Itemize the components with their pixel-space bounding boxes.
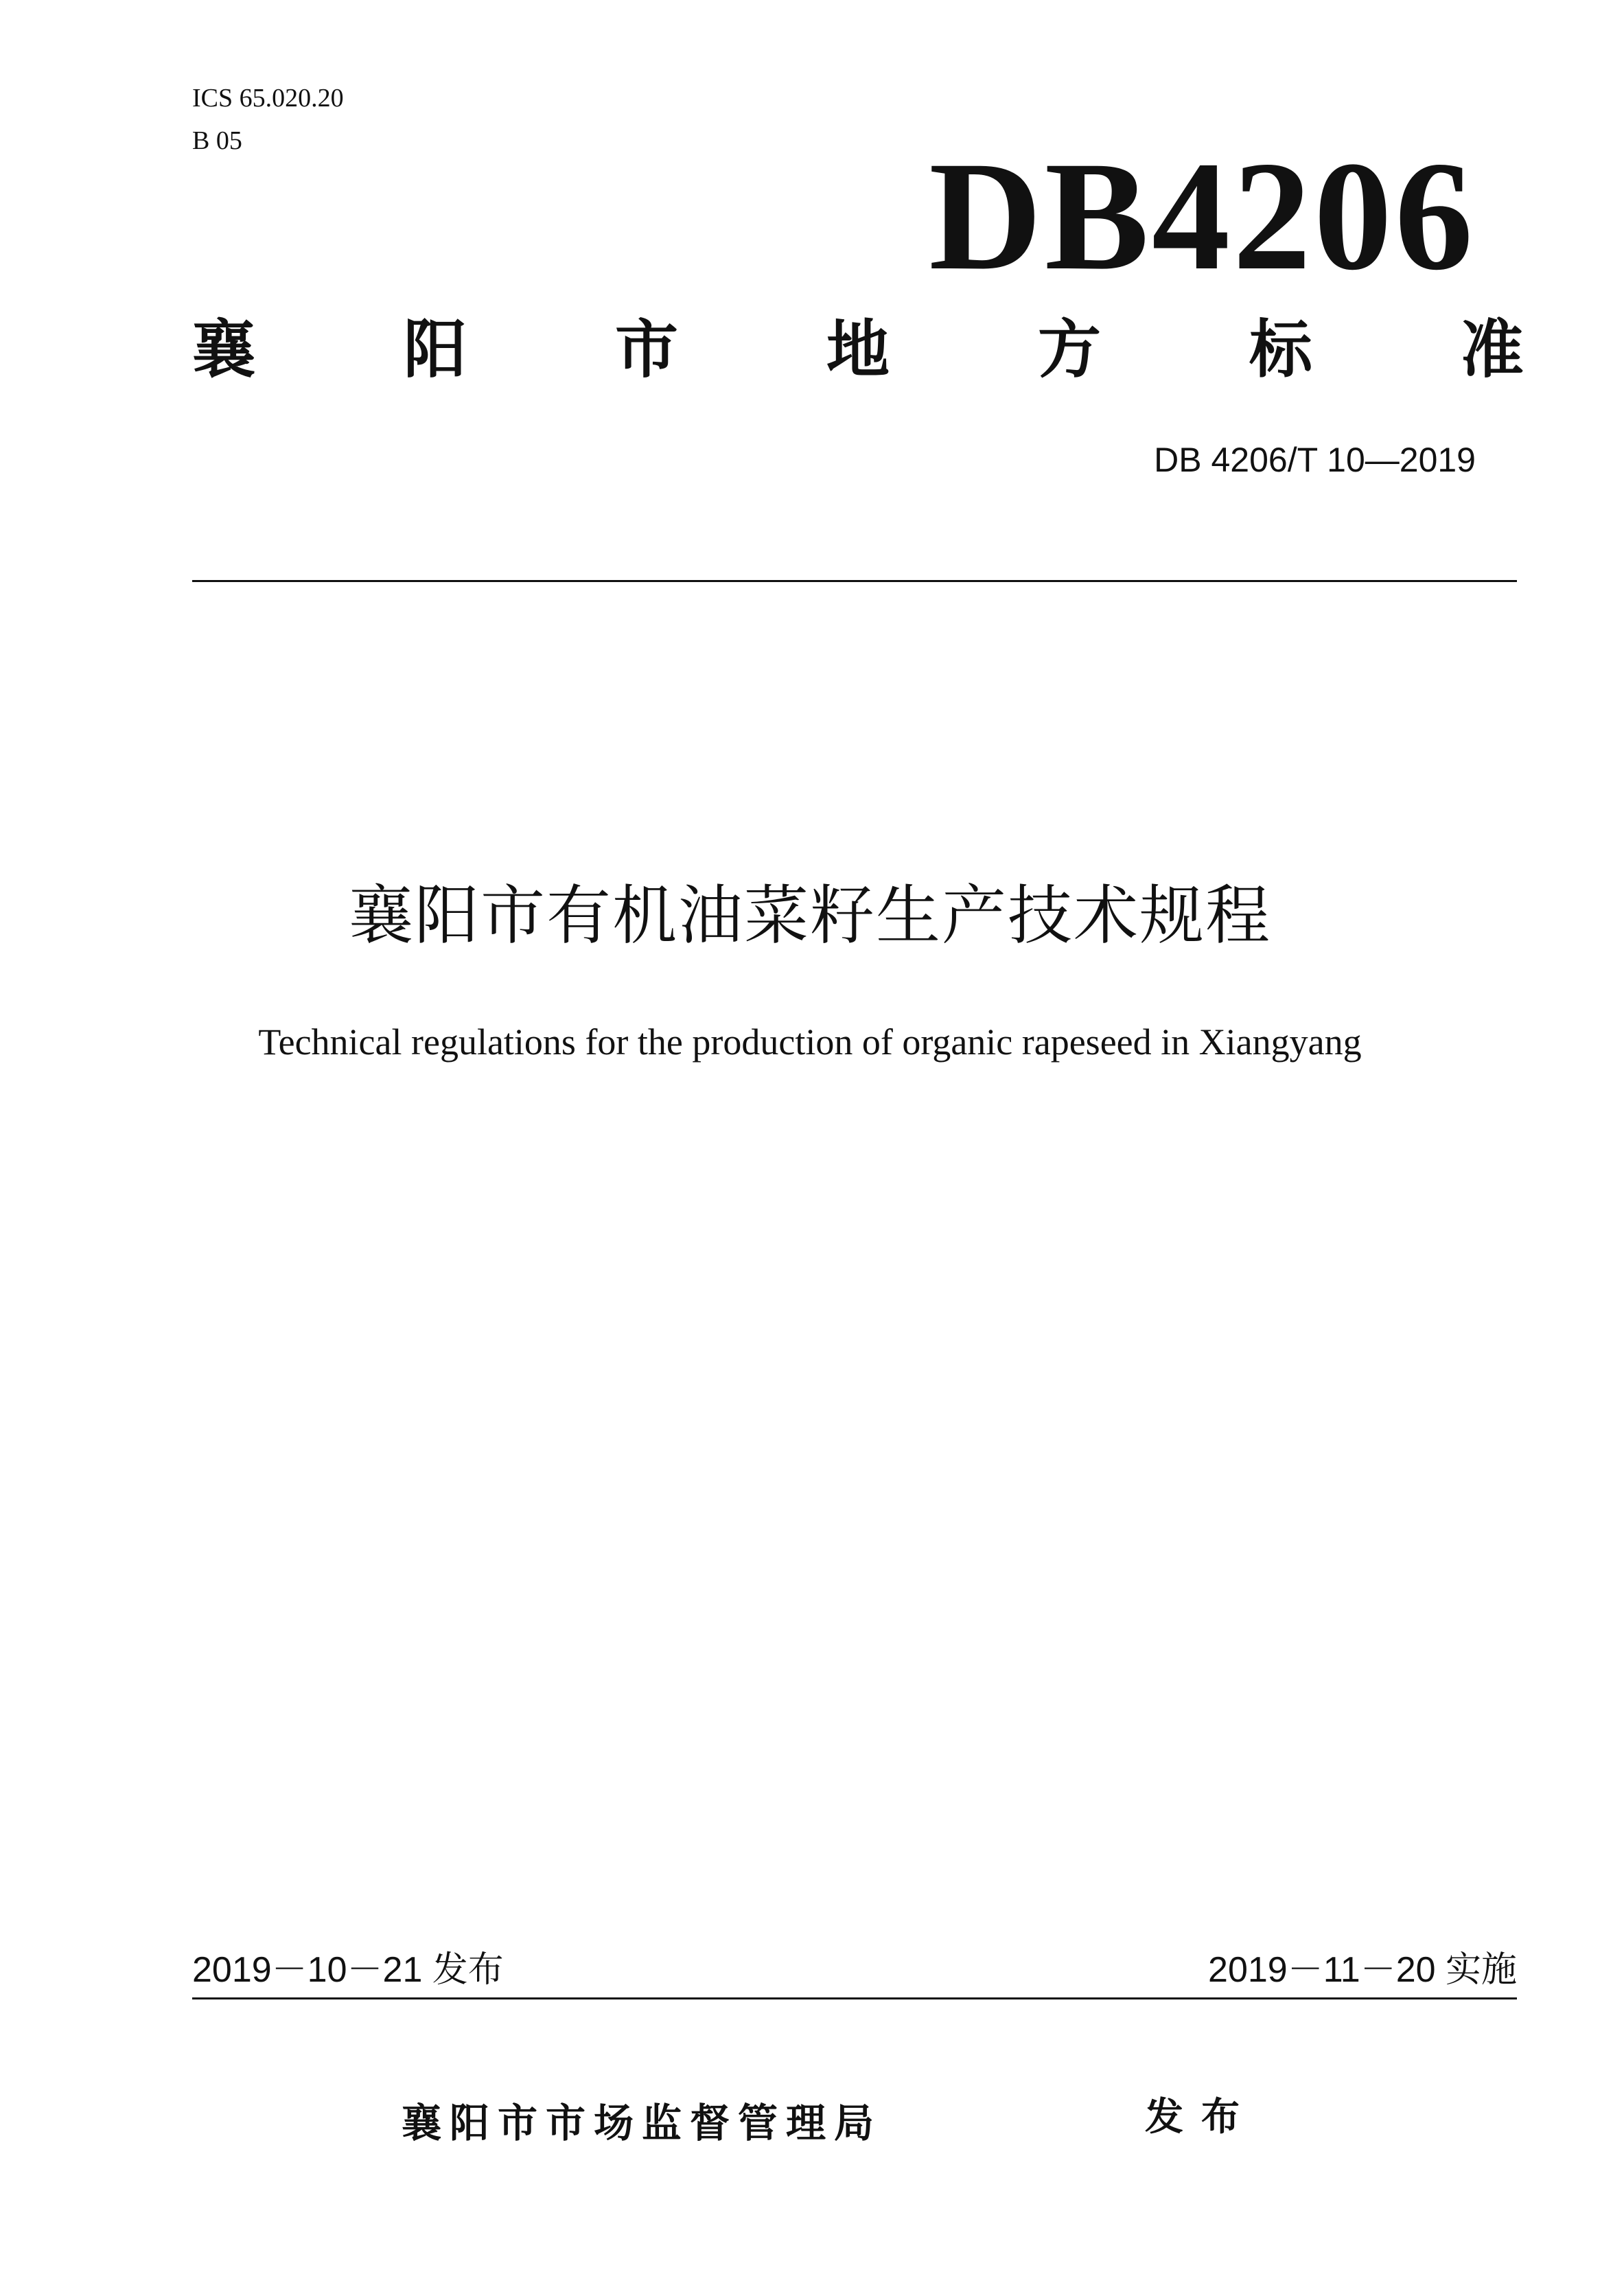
ccs-code: B 05 — [192, 126, 242, 155]
bottom-divider — [192, 1997, 1517, 1999]
document-title-en: Technical regulations for the production of organic rapeseed in Xiangyang — [258, 1021, 1362, 1063]
standard-type-char: 方 — [1037, 313, 1101, 386]
standard-type-char: 标 — [1249, 313, 1312, 386]
standard-type-char: 阳 — [403, 313, 467, 386]
issue-date: 2019－10－21 发布 — [192, 1950, 504, 1990]
standard-type-heading — [192, 312, 1524, 388]
standard-code-logo: DB4206 — [929, 130, 1476, 303]
implementation-date: 2019－11－20 实施 — [1208, 1950, 1517, 1990]
publisher-name: 襄阳市市场监督管理局 — [402, 2100, 883, 2146]
ics-code: ICS 65.020.20 — [192, 84, 344, 113]
standard-number: DB 4206/T 10—2019 — [1154, 441, 1476, 479]
standard-type-char: 地 — [826, 313, 890, 386]
document-title-cn: 襄阳市有机油菜籽生产技术规程 — [348, 879, 1271, 953]
standard-type-char: 准 — [1460, 313, 1524, 386]
top-divider — [192, 580, 1517, 582]
standard-type-char: 襄 — [192, 313, 256, 386]
publish-label: 发布 — [1145, 2095, 1257, 2140]
standard-type-char: 市 — [614, 313, 678, 386]
